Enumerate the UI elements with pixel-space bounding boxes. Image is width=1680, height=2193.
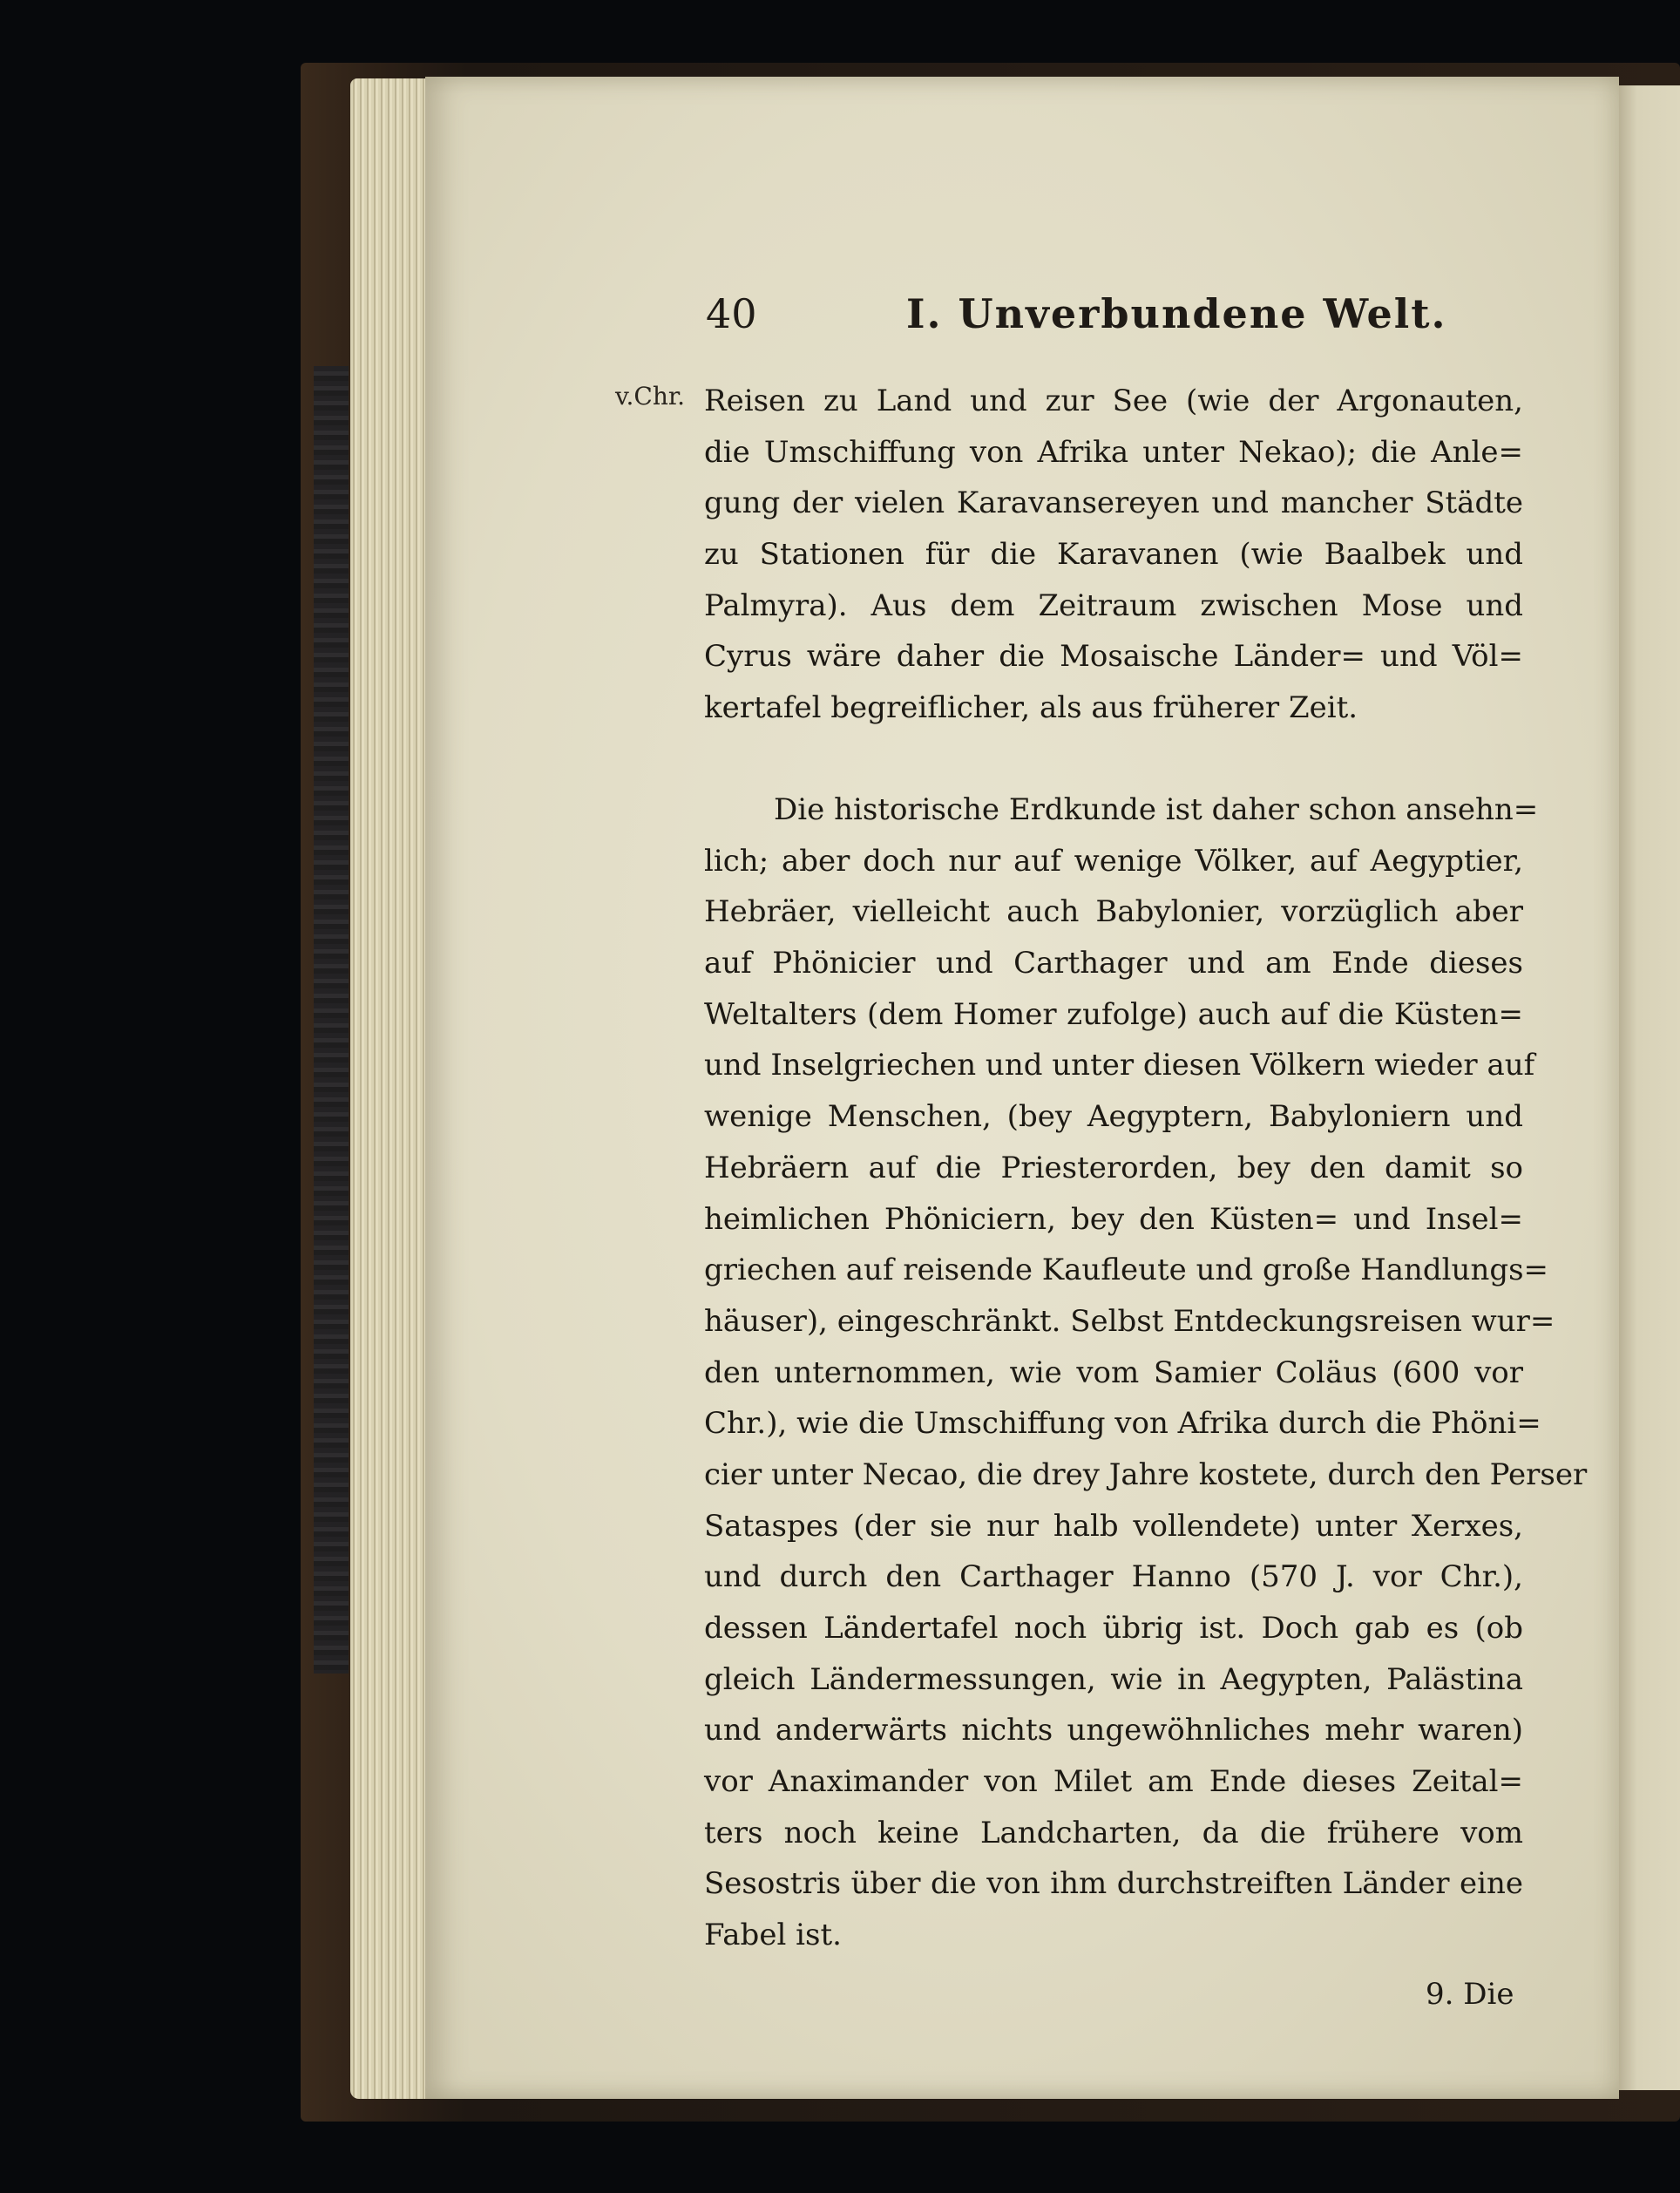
paragraph-2 bbox=[704, 784, 1588, 1961]
text-line: und anderwärts nichts ungewöhnliches mehr waren) bbox=[704, 1713, 1523, 1748]
text-line: Chr.), wie die Umschiffung von Afrika durch die Phöni= bbox=[704, 1406, 1541, 1442]
catchword: 9. Die bbox=[1426, 1977, 1514, 2012]
text-line: Hebräer, vielleicht auch Babylonier, vorzüglich aber bbox=[704, 894, 1523, 930]
text-line: Sataspes (der sie nur halb vollendete) unter Xerxes, bbox=[704, 1508, 1523, 1544]
text-line: Sesostris über die von ihm durchstreiften Länder eine bbox=[704, 1866, 1523, 1902]
text-line: Die historische Erdkunde ist daher schon ansehn= bbox=[774, 792, 1539, 827]
text-line: Reisen zu Land und zur See (wie der Argonauten, bbox=[704, 384, 1523, 418]
text-line: häuser), eingeschränkt. Selbst Entdeckungsreisen wur= bbox=[704, 1303, 1555, 1339]
page-header bbox=[425, 290, 1619, 351]
text-line: heimlichen Phöniciern, bey den Küsten= und Insel= bbox=[704, 1201, 1523, 1237]
text-line: auf Phönicier und Carthager und am Ende dieses bbox=[704, 946, 1523, 981]
text-line: lich; aber doch nur auf wenige Völker, auf Aegyptier, bbox=[704, 843, 1523, 879]
text-line: griechen auf reisende Kaufleute und große Handlungs= bbox=[704, 1253, 1549, 1288]
text-line: cier unter Necao, die drey Jahre kostete, durch den Perser bbox=[704, 1456, 1588, 1492]
facing-page-edge bbox=[1619, 85, 1680, 2090]
text-line: die Umschiffung von Afrika unter Nekao); die Anle= bbox=[704, 434, 1523, 470]
text-line: dessen Ländertafel noch übrig ist. Doch gab es (ob bbox=[704, 1611, 1523, 1646]
paragraph-1 bbox=[704, 376, 1523, 734]
margin-note: v.Chr. bbox=[615, 382, 686, 411]
text-line: Fabel ist. bbox=[704, 1918, 842, 1953]
marbled-board-edge bbox=[314, 366, 349, 1674]
text-line: Weltalters (dem Homer zufolge) auch auf die Küsten= bbox=[704, 996, 1523, 1032]
text-line: und durch den Carthager Hanno (570 J. vor Chr.), bbox=[704, 1559, 1523, 1595]
text-line: Palmyra). Aus dem Zeitraum zwischen Mose und bbox=[704, 587, 1523, 623]
text-line: und Inselgriechen und unter diesen Völkern wieder auf bbox=[704, 1048, 1535, 1083]
text-line: gleich Ländermessungen, wie in Aegypten, Palästina bbox=[704, 1661, 1523, 1697]
text-line: den unternommen, wie vom Samier Coläus (600 vor bbox=[704, 1354, 1523, 1390]
text-line: kertafel begreiflicher, als aus früherer Zeit. bbox=[704, 690, 1358, 726]
text-line: zu Stationen für die Karavanen (wie Baalbek und bbox=[704, 537, 1523, 573]
text-line: wenige Menschen, (bey Aegyptern, Babyloniern und bbox=[704, 1099, 1523, 1135]
page-edges bbox=[350, 78, 437, 2099]
text-line: Hebräern auf die Priesterorden, bey den damit so bbox=[704, 1150, 1523, 1185]
book-page bbox=[425, 77, 1619, 2099]
text-line: gung der vielen Karavansereyen und mancher Städte bbox=[704, 485, 1523, 521]
page-number: 40 bbox=[706, 290, 757, 337]
text-line: Cyrus wäre daher die Mosaische Länder= und Völ= bbox=[704, 639, 1523, 675]
text-line: vor Anaximander von Milet am Ende dieses Zeital= bbox=[704, 1764, 1523, 1800]
text-line: ters noch keine Landcharten, da die frühere vom bbox=[704, 1815, 1523, 1850]
running-head: I. Unverbundene Welt. bbox=[906, 290, 1447, 337]
